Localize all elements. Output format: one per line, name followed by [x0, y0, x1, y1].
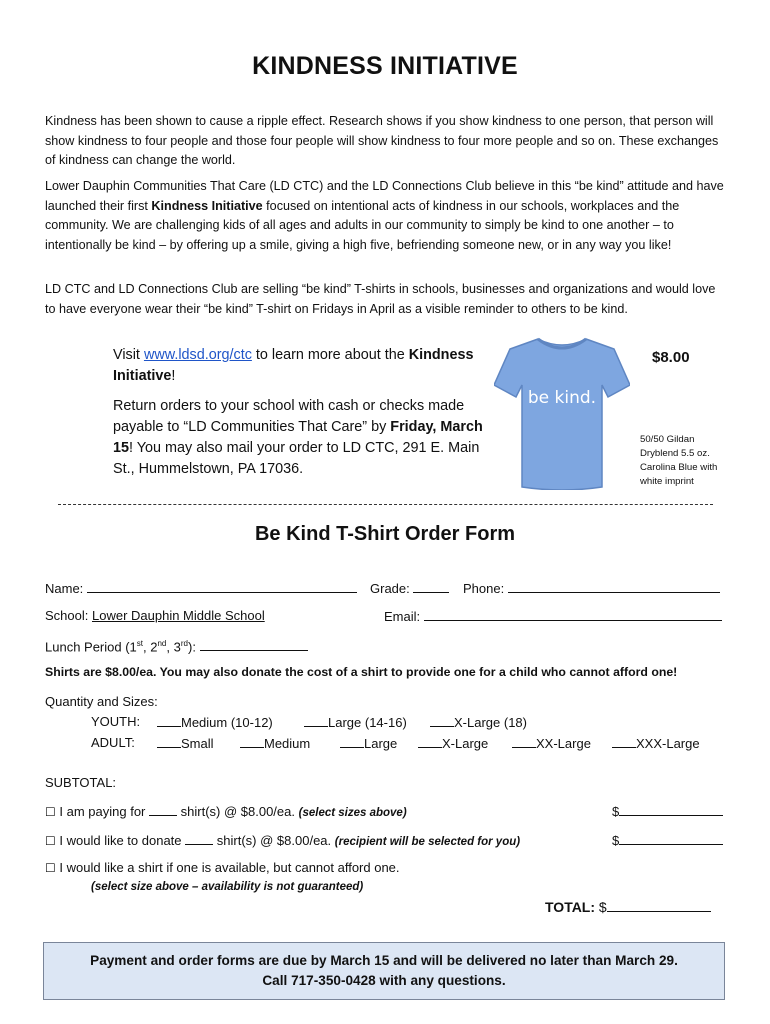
donate-row	[45, 832, 520, 850]
donate-amount-blank[interactable]	[619, 832, 723, 845]
return-text-b: ! You may also mail your order to LD CTC, 291 E. Main St., Hummelstown, PA 17036.	[113, 440, 480, 477]
donate-checkbox[interactable]: ☐	[45, 834, 56, 848]
email-input-line[interactable]	[424, 608, 722, 621]
total-dollar: $	[598, 899, 607, 915]
lunch-label-b: , 2	[143, 639, 158, 655]
donate-text-b: shirt(s) @ $8.00/ea.	[216, 833, 332, 848]
lunch-sup-1: st	[136, 639, 144, 648]
lunch-label-d: ):	[187, 639, 196, 655]
paying-dollar: $	[612, 804, 620, 819]
adult-xxxlarge-label: XXX-Large	[636, 736, 700, 751]
adult-xxxlarge-blank[interactable]	[612, 735, 636, 748]
notice-line-1: Payment and order forms are due by March 15 and will be delivered no later than March 29.	[90, 953, 678, 968]
name-label: Name:	[45, 581, 84, 596]
adult-size-medium[interactable]	[240, 735, 310, 752]
name-input-line[interactable]	[87, 580, 357, 593]
adult-xxlarge-blank[interactable]	[512, 735, 536, 748]
grade-field-row	[370, 580, 449, 597]
paying-amount-blank[interactable]	[619, 803, 723, 816]
shirt-description: 50/50 Gildan Dryblend 5.5 oz. Carolina Blue with white imprint	[640, 434, 718, 487]
website-link[interactable]: www.ldsd.org/ctc	[143, 347, 252, 363]
youth-medium-blank[interactable]	[157, 714, 181, 727]
total-row	[545, 899, 711, 915]
youth-label: YOUTH:	[91, 714, 141, 729]
adult-size-large[interactable]	[340, 735, 397, 752]
grade-label: Grade:	[370, 581, 410, 596]
adult-size-xxlarge[interactable]	[512, 735, 591, 752]
deadline-notice-box	[43, 942, 725, 1000]
lunch-input-line[interactable]	[200, 638, 308, 651]
request-text: I would like a shirt if one is available, but cannot afford one.	[59, 860, 400, 875]
visit-info	[113, 345, 488, 387]
adult-xlarge-label: X-Large	[442, 736, 489, 751]
adult-xlarge-blank[interactable]	[418, 735, 442, 748]
phone-label: Phone:	[463, 581, 505, 596]
adult-size-xxxlarge[interactable]	[612, 735, 700, 752]
visit-end: !	[171, 368, 176, 384]
total-amount-blank[interactable]	[607, 899, 711, 912]
paying-text-b: shirt(s) @ $8.00/ea.	[180, 804, 295, 819]
adult-label: ADULT:	[91, 735, 135, 750]
youth-size-large[interactable]	[304, 714, 407, 731]
shirt-price: $8.00	[652, 349, 690, 366]
adult-medium-blank[interactable]	[240, 735, 264, 748]
youth-medium-label: Medium (10-12)	[181, 715, 273, 730]
visit-pre: Visit	[113, 347, 144, 363]
donate-qty-blank[interactable]	[185, 832, 213, 845]
email-label: Email:	[384, 609, 421, 624]
shirts-price-note: Shirts are $8.00/ea. You may also donate the cost of a shirt to provide one for a child who cannot afford one!	[45, 665, 678, 679]
return-deadline: Friday, March 15	[113, 419, 483, 456]
intro-paragraph-2	[45, 177, 729, 255]
notice-line-2: Call 717-350-0428 with any questions.	[262, 973, 506, 988]
grade-input-line[interactable]	[413, 580, 449, 593]
paying-qty-blank[interactable]	[149, 803, 177, 816]
youth-size-xlarge[interactable]	[430, 714, 527, 731]
subtotal-label: SUBTOTAL:	[45, 775, 117, 790]
form-title: Be Kind T-Shirt Order Form	[254, 523, 516, 545]
tshirt-body	[494, 339, 630, 490]
intro-paragraph-2-text-b: focused on intentional acts of kindness in our schools, workplaces and the community. We are challenging kids of all ages and adults in our community to simply be kind to one another – to intentionally be kind – by offering up a smile, giving a high five, befriending someone new, or in any way you like!	[45, 198, 680, 252]
visit-post: to learn more about the	[251, 347, 409, 363]
intro-paragraph-1: Kindness has been shown to cause a ripple effect. Research shows if you show kindness to one person, that person will show kindness to four people and those four people will show kindness to four more people and so on. These exchanges of kindness can change the world.	[45, 114, 719, 167]
page-title: KINDNESS INITIATIVE	[252, 52, 518, 80]
lunch-sup-3: rd	[180, 639, 188, 648]
donate-note: (recipient will be selected for you)	[334, 836, 521, 848]
visit-bold: Kindness Initiative	[113, 347, 474, 384]
adult-medium-label: Medium	[264, 736, 311, 751]
adult-small-label: Small	[181, 736, 214, 751]
lunch-sup-2: nd	[157, 639, 167, 648]
paying-amount	[612, 803, 723, 820]
request-note: (select size above – availability is not guaranteed)	[91, 881, 364, 893]
cut-line-divider	[58, 504, 713, 505]
return-text-a: Return orders to your school with cash or checks made payable to “LD Communities That Care” by	[113, 398, 465, 435]
tshirt-print-text: be kind.	[527, 388, 597, 408]
adult-size-xlarge[interactable]	[418, 735, 488, 752]
school-field-row	[45, 608, 265, 624]
email-field-row	[384, 608, 722, 625]
paying-row	[45, 803, 407, 821]
intro-paragraph-2-bold: Kindness Initiative	[151, 198, 263, 213]
paying-text-a: I am paying for	[59, 804, 146, 819]
adult-xxlarge-label: XX-Large	[536, 736, 591, 751]
adult-large-label: Large	[364, 736, 398, 751]
donate-text-a: I would like to donate	[59, 833, 182, 848]
total-label: TOTAL:	[545, 899, 596, 915]
school-label: School:	[45, 608, 89, 623]
school-value[interactable]: Lower Dauphin Middle School	[92, 608, 265, 623]
lunch-label-a: Lunch Period (1	[45, 639, 137, 655]
adult-small-blank[interactable]	[157, 735, 181, 748]
intro-paragraph-3: LD CTC and LD Connections Club are selling “be kind” T-shirts in schools, businesses and organizations and would love to have everyone wear their “be kind” T-shirt on Fridays in April as a visible reminder to others to be kind.	[45, 282, 716, 316]
youth-xlarge-blank[interactable]	[430, 714, 454, 727]
adult-size-small[interactable]	[157, 735, 214, 752]
quantity-label: Quantity and Sizes:	[45, 694, 158, 709]
phone-input-line[interactable]	[508, 580, 720, 593]
youth-large-label: Large (14-16)	[328, 715, 407, 730]
request-row	[45, 860, 400, 876]
return-info	[113, 396, 488, 480]
lunch-label-c: , 3	[166, 639, 181, 655]
lunch-field-row	[45, 636, 308, 655]
name-field-row	[45, 580, 357, 597]
phone-field-row	[463, 580, 720, 597]
youth-large-blank[interactable]	[304, 714, 328, 727]
paying-note: (select sizes above)	[298, 807, 407, 819]
youth-size-medium[interactable]	[157, 714, 273, 731]
youth-xlarge-label: X-Large (18)	[454, 715, 527, 730]
donate-dollar: $	[612, 833, 620, 848]
request-checkbox[interactable]: ☐	[45, 861, 56, 875]
paying-checkbox[interactable]: ☐	[45, 805, 56, 819]
donate-amount	[612, 832, 723, 849]
adult-large-blank[interactable]	[340, 735, 364, 748]
tshirt-image	[494, 335, 630, 490]
intro-paragraph-2-text-a: Lower Dauphin Communities That Care (LD CTC) and the LD Connections Club believe in this “be kind” attitude and have launched their first	[45, 179, 724, 213]
